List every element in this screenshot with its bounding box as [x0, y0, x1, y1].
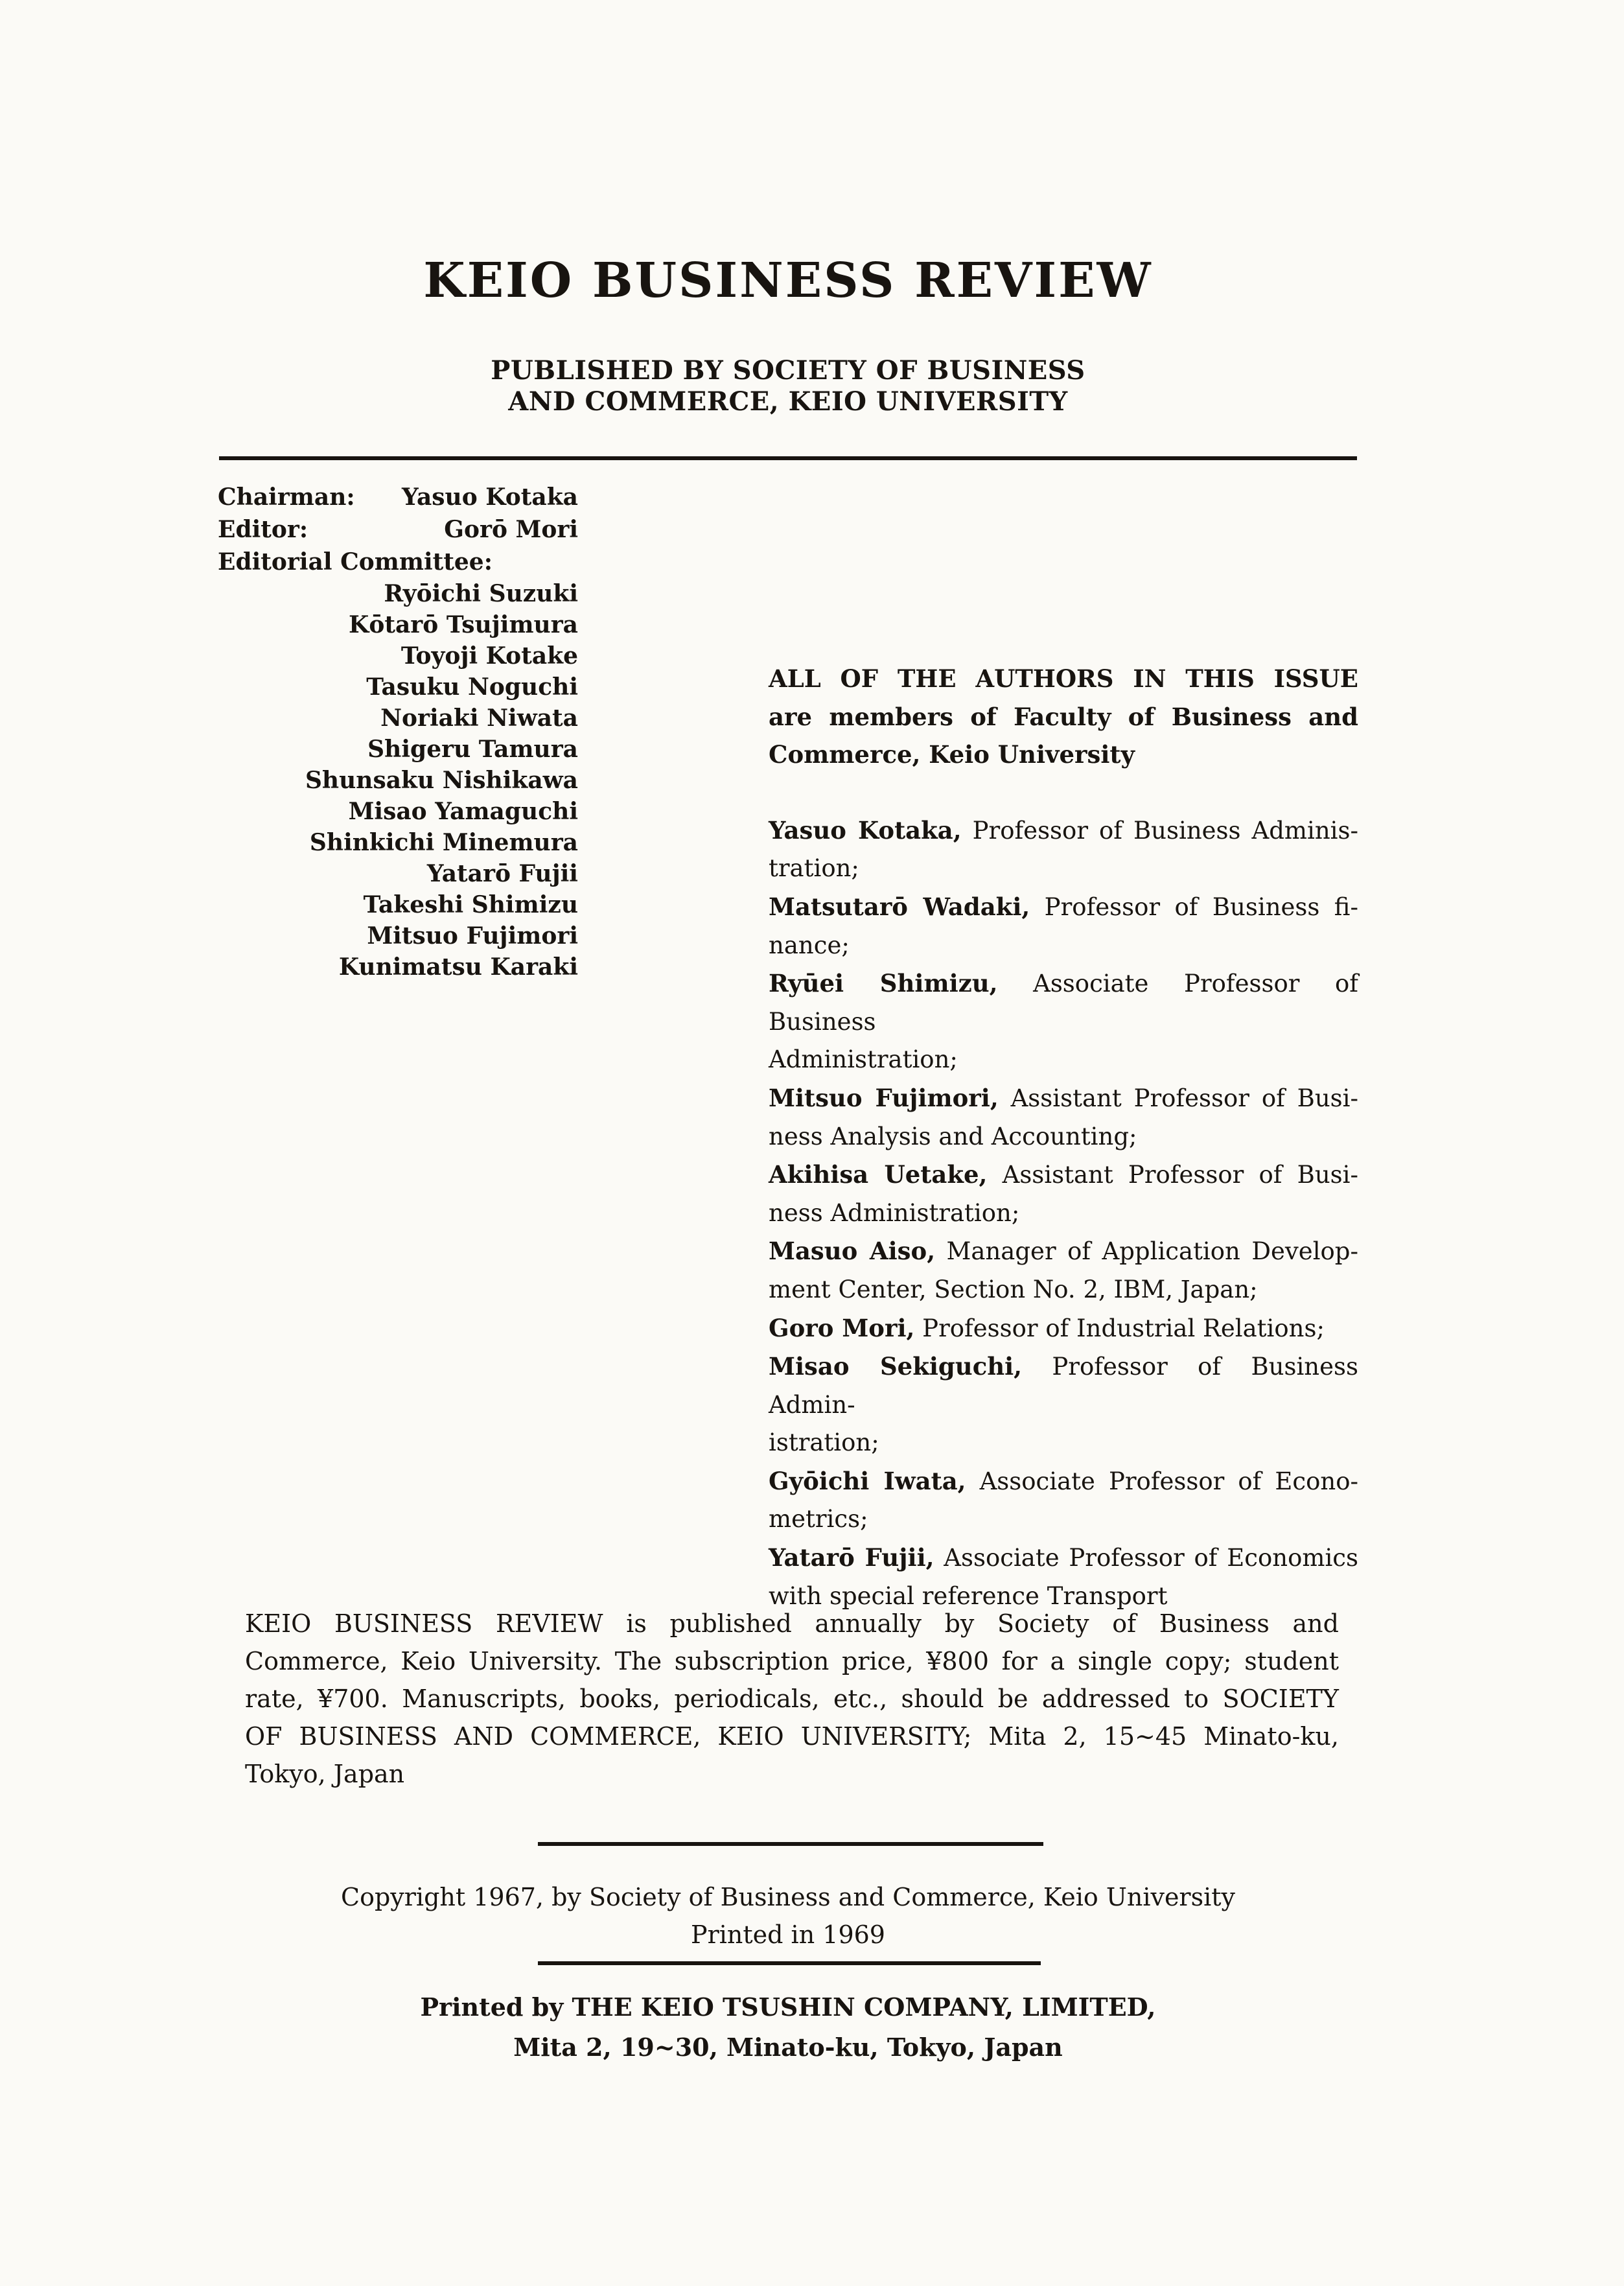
author-entry-line: metrics; — [769, 1505, 868, 1534]
author-entry-line: ness Analysis and Accounting; — [769, 1122, 1137, 1150]
divider-rule-bottom — [538, 1961, 1041, 1965]
imprint-line: KEIO BUSINESS REVIEW is published annually by Society of Business and — [245, 1609, 1339, 1638]
printer-line: Mita 2, 19~30, Minato-ku, Tokyo, Japan — [513, 2033, 1063, 2062]
imprint-line: rate, ¥700. Manuscripts, books, periodicals, etc., should be addressed to SOCIETY — [245, 1685, 1339, 1713]
committee-member: Shunsaku Nishikawa — [305, 767, 578, 794]
author-entry — [769, 888, 1358, 964]
authors-heading-line: Commerce, Keio University — [769, 740, 1135, 769]
author-role: Associate Professor of Economics — [934, 1544, 1358, 1572]
author-name: Matsutarō Wadaki, — [769, 892, 1030, 921]
author-entry-line — [769, 1347, 1358, 1424]
author-entry-line — [769, 888, 1358, 927]
author-entry-line — [769, 964, 1358, 1041]
divider-rule-top — [219, 456, 1357, 460]
committee-member: Shinkichi Minemura — [309, 829, 578, 856]
committee-member: Shigeru Tamura — [367, 736, 578, 763]
authors-heading — [769, 660, 1358, 774]
author-entry-line — [769, 811, 1358, 850]
chairman-label: Chairman: — [218, 484, 355, 511]
author-name: Yasuo Kotaka, — [769, 815, 962, 845]
committee-member: Yatarō Fujii — [426, 860, 578, 887]
author-name: Misao Sekiguchi, — [769, 1352, 1023, 1381]
author-role: Professor of Industrial Relations; — [914, 1314, 1325, 1342]
imprint-line: OF BUSINESS AND COMMERCE, KEIO UNIVERSITY; Mita 2, 15~45 Minato-ku, — [245, 1722, 1339, 1751]
author-entry — [769, 1462, 1358, 1539]
editorial-masthead — [218, 481, 578, 983]
subtitle-line: PUBLISHED BY SOCIETY OF BUSINESS — [491, 355, 1085, 386]
author-entry-line — [769, 1079, 1358, 1118]
author-entry — [769, 1156, 1358, 1232]
page-title: KEIO BUSINESS REVIEW — [423, 253, 1153, 309]
editor-name: Gorō Mori — [444, 516, 578, 543]
author-entry — [769, 811, 1358, 888]
imprint-line: Commerce, Keio University. The subscription price, ¥800 for a single copy; student — [245, 1647, 1339, 1675]
author-entry-line — [769, 1309, 1358, 1348]
committee-member: Ryōichi Suzuki — [384, 580, 578, 607]
author-name: Goro Mori, — [769, 1313, 915, 1342]
committee-member: Takeshi Shimizu — [363, 891, 578, 918]
printer-line: Printed by THE KEIO TSUSHIN COMPANY, LIMITED, — [420, 1992, 1156, 2022]
committee-member: Toyoji Kotake — [400, 642, 578, 670]
author-role: Associate Professor of Econo- — [966, 1467, 1358, 1495]
imprint-line: Tokyo, Japan — [245, 1760, 405, 1788]
author-entry-line: istration; — [769, 1429, 879, 1457]
author-entry-line: with special reference Transport — [769, 1581, 1168, 1610]
committee-member: Kunimatsu Karaki — [338, 953, 578, 981]
author-entry-line — [769, 1462, 1358, 1501]
authors-heading-line: ALL OF THE AUTHORS IN THIS ISSUE — [769, 664, 1358, 693]
author-entry-line — [769, 1539, 1358, 1578]
author-entry — [769, 1309, 1358, 1348]
author-entry-line: ment Center, Section No. 2, IBM, Japan; — [769, 1275, 1258, 1303]
author-entry — [769, 1347, 1358, 1462]
author-entry — [769, 964, 1358, 1079]
author-role: Professor of Business fi- — [1030, 892, 1358, 921]
subtitle-line: AND COMMERCE, KEIO UNIVERSITY — [508, 386, 1068, 417]
author-entry — [769, 1232, 1358, 1309]
author-entry-line: Administration; — [769, 1045, 958, 1074]
author-name: Yatarō Fujii, — [769, 1543, 934, 1572]
author-entry — [769, 1079, 1358, 1156]
author-name: Ryūei Shimizu, — [769, 969, 998, 998]
author-role: Associate Professor of Business — [769, 970, 1359, 1036]
author-entry-line: tration; — [769, 854, 859, 883]
committee-member: Tasuku Noguchi — [366, 673, 578, 701]
author-name: Gyōichi Iwata, — [769, 1466, 966, 1495]
author-entry-line — [769, 1232, 1358, 1271]
editor-row — [218, 513, 578, 546]
copyright-line: Copyright 1967, by Society of Business and Commerce, Keio University — [341, 1883, 1235, 1911]
author-role: Professor of Business Admin- — [769, 1353, 1359, 1419]
author-role: Manager of Application Develop- — [935, 1237, 1358, 1266]
author-name: Masuo Aiso, — [769, 1237, 936, 1266]
authors-note — [769, 660, 1358, 1615]
author-entry — [769, 1539, 1358, 1615]
author-name: Akihisa Uetake, — [769, 1160, 988, 1189]
author-role: Assistant Professor of Busi- — [998, 1084, 1358, 1112]
author-entry-line — [769, 1156, 1358, 1195]
authors-heading-line: are members of Faculty of Business and — [769, 702, 1358, 731]
author-name: Mitsuo Fujimori, — [769, 1083, 999, 1112]
copyright-block — [0, 1878, 1576, 1954]
editor-label: Editor: — [218, 516, 308, 543]
copyright-line: Printed in 1969 — [691, 1920, 885, 1949]
committee-member: Kōtarō Tsujimura — [349, 611, 578, 638]
author-entry-line: ness Administration; — [769, 1198, 1020, 1227]
committee-label: Editorial Committee: — [218, 548, 493, 576]
imprint-paragraph — [245, 1605, 1339, 1793]
printer-block — [0, 1987, 1576, 2068]
author-role: Professor of Business Adminis- — [961, 816, 1358, 845]
author-entry-line: nance; — [769, 931, 850, 959]
chairman-name: Yasuo Kotaka — [402, 484, 578, 511]
chairman-row — [218, 481, 578, 513]
committee-member: Mitsuo Fujimori — [367, 922, 578, 950]
committee-list — [218, 578, 578, 983]
committee-member: Noriaki Niwata — [380, 705, 578, 732]
committee-member: Misao Yamaguchi — [348, 798, 578, 825]
author-role: Assistant Professor of Busi- — [987, 1161, 1358, 1189]
divider-rule-middle — [538, 1842, 1043, 1846]
publisher-subtitle — [0, 355, 1576, 417]
